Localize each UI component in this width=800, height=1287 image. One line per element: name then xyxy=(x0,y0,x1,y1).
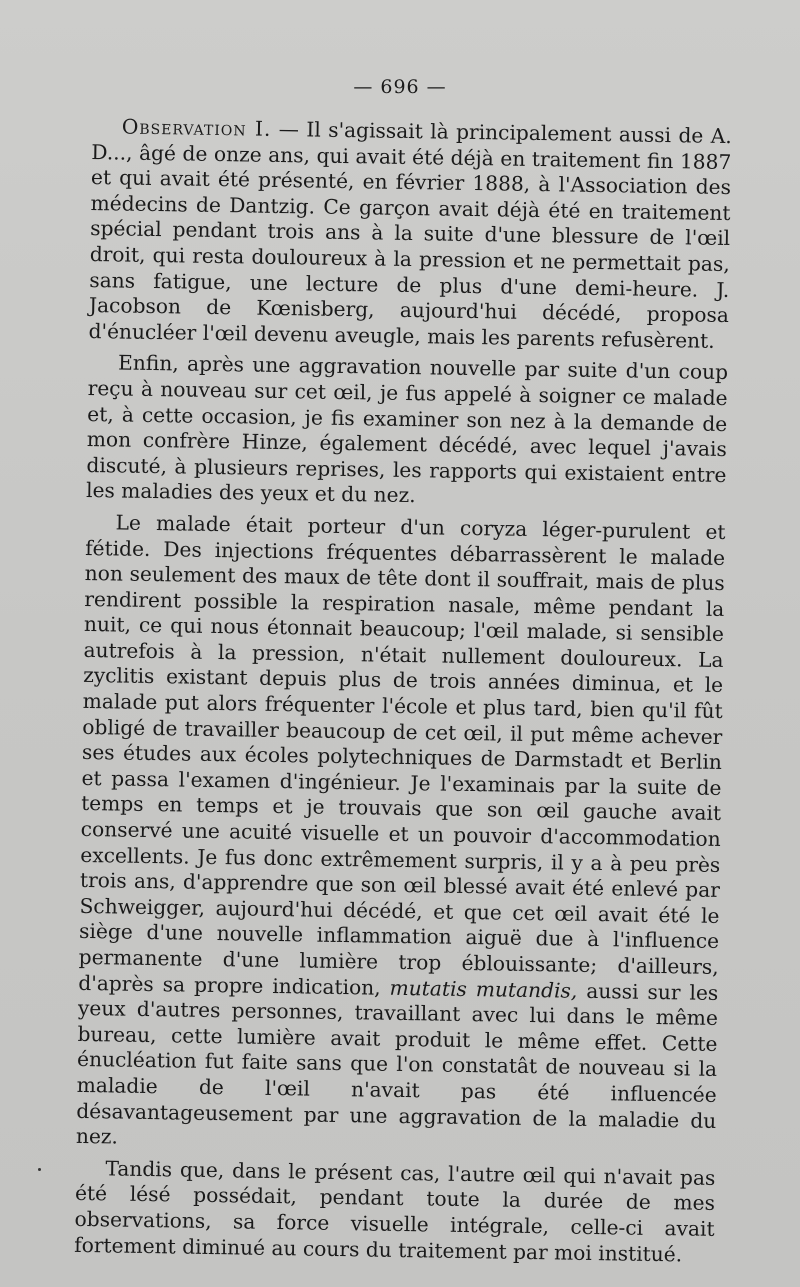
paragraph-text: Le malade était porteur d'un coryza léger-purulent et fétide. Des injections fréquentes débarrassèrent le malade non seulement des maux de tête dont il souffrait, mais de plus rendirent possible la respiration nasale, même pendant la nuit, ce qui nous étonnait beaucoup; l'œil malade, si sensible autrefois à la pression, n'était nullement douloureux. La zyclitis existant depuis plus de trois années diminua, et le malade put alors fréquenter l'école et plus tard, bien qu'il fût obligé de travailler beaucoup de cet œil, il put même achever ses études aux écoles polytechniques de Darmstadt et Berlin et passa l'examen d'ingénieur. Je l'examinais par la suite de temps en temps et je trouvais que son œil gauche avait conservé une acuité visuelle et un pouvoir d'accommodation excellents. Je fus donc extrêmement surpris, il y a à peu près trois ans, d'apprendre que son œil blessé avait été enlevé par Schweigger, aujourd'hui décédé, et que cet œil avait été le siège d'une nouvelle inflammation aiguë due à l'influence permanente d'une lumière trop éblouissante; d'ailleurs, d'après sa propre indication, xyxy=(78,510,726,1000)
body-text xyxy=(74,114,732,1274)
paragraph-observation xyxy=(88,114,732,354)
paragraph-aggravation xyxy=(86,350,728,514)
paragraph-conclusion xyxy=(74,1156,716,1268)
paragraph-text: Enfin, après une aggravation nouvelle par suite d'un coup reçu à nouveau sur cet œil, je fus appelé à soigner ce malade et, à cette occasion, je fis examiner son nez à la demande de mon confrère Hinze, également décédé, avec lequel j'avais discuté, à plusieurs reprises, les rapports qui existaient entre les maladies des yeux et du nez. xyxy=(85,350,729,508)
paragraph-text: aussi sur les yeux d'autres personnes, travaillant avec lui dans le même bureau, cette lumière avait produit le même effet. Cette énucléation fut faite sans que l'on constatât de nouveau si la maladie de l'œil n'avait pas été influencée désavantageusement par une aggravation de la maladie du nez. xyxy=(75,978,719,1149)
italic-phrase: mutatis mutandis, xyxy=(389,975,578,1003)
ink-speck xyxy=(38,1168,41,1171)
paragraph-treatment xyxy=(76,510,726,1160)
observation-label: Observation I. xyxy=(121,114,272,141)
page-number: — 696 — xyxy=(353,76,447,98)
paragraph-text: Tandis que, dans le présent cas, l'autre œil qui n'avait pas été lésé possédait, pendant toute la durée de mes observations, sa force visuelle intégrale, celle-ci avait fortement diminué au cours du traitement par moi institué. xyxy=(74,1156,716,1266)
paragraph-text: — Il s'agissait là principalement aussi de A. D..., âgé de onze ans, qui avait été déjà en traitement fin 1887 et qui avait été présenté, en février 1888, à l'Association des médecins de Dantzig. Ce garçon avait déjà été en traitement spécial pendant trois ans à la suite d'une blessure de l'œil droit, qui resta douloureux à la pression et ne permettait pas, sans fatigue, une lecture de plus d'une demi-heure. J. Jacobson de Kœnisberg, aujourd'hui décédé, proposa d'énucléer l'œil devenu aveugle, mais les parents refusèrent. xyxy=(88,116,732,353)
